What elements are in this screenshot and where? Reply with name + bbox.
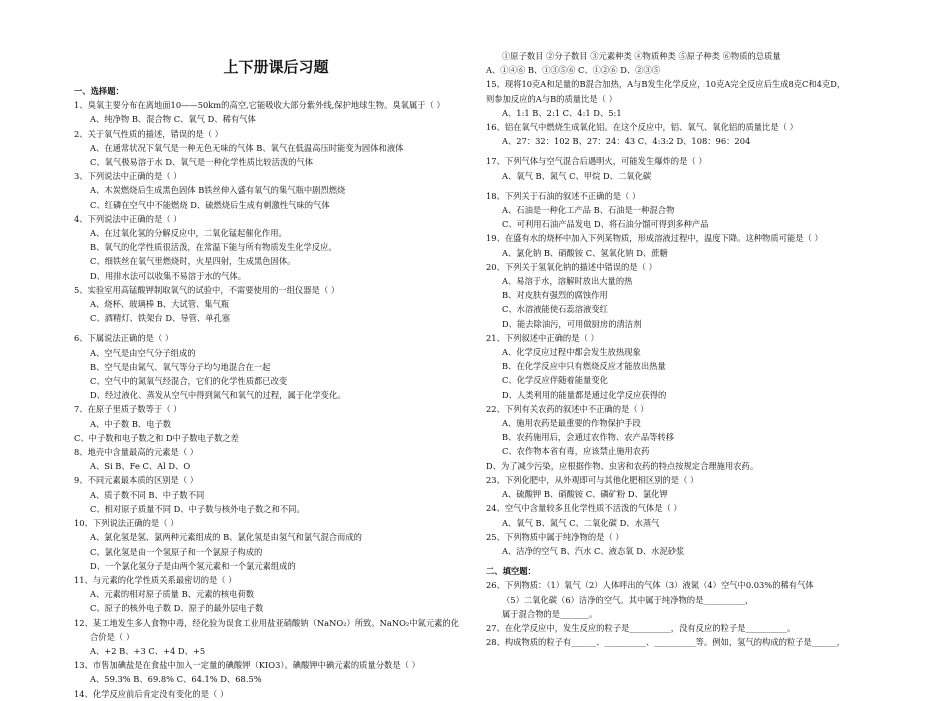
text-line: 5、实验室用高锰酸钾制取氧气的试验中，不需要使用的一组仪器是（ ）	[74, 284, 340, 295]
text-line: D、一个氯化氢分子是由两个氢元素和一个氯元素组成的	[90, 560, 296, 571]
text-line: A、+2 B、+3 C、+4 D、+5	[90, 645, 206, 656]
text-line: A、元素的相对原子质量 B、元素的核电荷数	[90, 589, 255, 600]
text-line: D、为了减少污染，应根据作物、虫害和农药的特点按规定合理施用农药。	[486, 460, 759, 471]
text-line: A、施用农药是最重要的作物保护手段	[502, 418, 641, 429]
text-line: A、①④⑥ B、①③⑤⑥ C、①②⑥ D、②③⑤	[486, 65, 661, 76]
text-line: B、对皮肤有强烈的腐蚀作用	[502, 290, 608, 301]
text-line: 10、下列说法正确的是（ ）	[74, 518, 179, 529]
text-line: D、能去除油污，可用做厨房的清洁剂	[502, 318, 642, 329]
text-line: A、硫酸钾 B、硝酸铵 C、磷矿粉 D、氯化钾	[502, 489, 668, 500]
text-line: 12、某工地发生多人食物中毒，经化验为误食工业用盐亚硝酸钠（NaNO₂）所致。NaNO₂中氮元素的化	[74, 617, 460, 628]
text-line: 1、臭氧主要分布在离地面10——50km的高空,它能吸收大部分紫外线,保护地球生物。臭氧属于（ ）	[74, 100, 445, 111]
text-line: A、Si B、Fe C、Al D、O	[90, 461, 191, 472]
text-line: 11、与元素的化学性质关系最密切的是（ ）	[74, 574, 237, 585]
text-line: A、中子数 B、电子数	[90, 418, 172, 429]
text-line: C、水溶液能使石蕊溶液变红	[502, 304, 608, 315]
text-line: A、质子数不同 B、中子数不同	[90, 489, 205, 500]
text-line: ①原子数目 ②分子数目 ③元素种类 ④物质种类 ⑤原子种类 ⑥物质的总质量	[502, 51, 781, 61]
text-line: D、人类利用的能量都是通过化学反应获得的	[502, 389, 667, 400]
text-line: A、氧气 B、氮气 C、甲烷 D、二氧化碳	[502, 170, 652, 181]
text-line: A、27：32：102 B、27：24：43 C、4:3:2 D、108：96：204	[502, 136, 751, 147]
text-line: 3、下列说法中正确的是（ ）	[74, 171, 182, 182]
text-line: A、烧杯、玻璃棒 B、大试管、集气瓶	[90, 299, 230, 310]
text-line: A、空气是由空气分子组成的	[90, 347, 196, 358]
text-line: A、木炭燃烧后生成黑色固体 B铁丝伸入盛有氧气的集气瓶中剧烈燃烧	[90, 185, 346, 196]
text-line: C、酒精灯、铁架台 D、导管、单孔塞	[90, 313, 231, 324]
text-line: C、化学反应伴随着能量变化	[502, 375, 608, 386]
text-line: C、可利用石油产品发电 D、将石油分馏可得到多种产品	[502, 219, 709, 230]
text-line: A、氧气 B、氮气 C、二氧化碳 D、水蒸气	[502, 517, 660, 528]
text-line: C、空气中的氮氧气经混合，它们的化学性质都已改变	[90, 376, 288, 387]
text-line: 13、市售加碘盐是在食盐中加入一定量的碘酸钾（KIO3）。碘酸钾中碘元素的质量分数是（ ）	[74, 660, 420, 671]
text-line: C、相对原子质量不同 D、中子数与核外电子数之和不同。	[90, 503, 305, 514]
page-title: 上下册课后习题	[223, 58, 329, 76]
text-line: A、易溶于水，溶解时放出大量的热	[502, 276, 633, 287]
text-line: 28、构成物质的粒子有______、__________、__________等。例如，氢气的构成的粒子是______，	[486, 637, 846, 648]
text-line: A、石油是一种化工产品 B、石油是一种混合物	[502, 205, 675, 216]
text-line: 则参加反应的A与B的质量比是（ ）	[486, 93, 617, 104]
text-line: 18、下列关于石油的叙述不正确的是（ ）	[486, 190, 641, 201]
text-line: 7、在原子里质子数等于（ ）	[74, 404, 182, 415]
text-line: A、1:1 B、2:1 C、4:1 D、5:1	[502, 107, 622, 118]
text-line: B、农药施用后，会通过农作物、农产品等转移	[502, 432, 675, 443]
text-line: D、用排水法可以收集不易溶于水的气体。	[90, 270, 246, 281]
text-line: 17、下列气体与空气混合后遇明火，可能发生爆炸的是（ ）	[486, 156, 707, 167]
text-line: A、纯净物 B、混合物 C、氧气 D、稀有气体	[90, 114, 256, 125]
text-line: 20、下列关于氢氧化钠的描述中错误的是（ ）	[486, 261, 657, 272]
text-line: C、原子的核外电子数 D、原子的最外层电子数	[90, 603, 264, 614]
text-line: 14、化学反应前后肯定没有变化的是（ ）	[74, 688, 229, 699]
text-line: A、在过氧化氢的分解反应中，二氧化锰起催化作用。	[90, 228, 287, 239]
text-line: C、细铁丝在氧气里燃烧时，火星四射，生成黑色固体。	[90, 256, 296, 267]
text-line: 19、在盛有水的烧杯中加入下列某物质，形成溶液过程中，温度下降。这种物质可能是（ ）	[486, 233, 823, 244]
text-line: 26、下列物质：（1）氧气（2）人体呼出的气体（3）液氮（4）空气中0.03%的稀有气体	[486, 580, 814, 591]
text-line: 21、下列叙述中正确的是（ ）	[486, 332, 599, 343]
text-line: B、氧气的化学性质很活泼，在常温下能与所有物质发生化学反应。	[90, 242, 337, 253]
text-line: 9、不同元素最本质的区别是（ ）	[74, 475, 199, 486]
text-line: 属于混合物的是_______。	[502, 608, 598, 619]
text-line: A、在通常状况下氧气是一种无色无味的气体 B、氧气在低温高压时能变为固体和液体	[90, 142, 404, 153]
text-line: 27、在化学反应中，发生反应的粒子是__________，没有反应的粒子是__________。	[486, 622, 796, 633]
text-line: B、空气是由氮气、氧气等分子均匀地混合在一起	[90, 361, 271, 372]
text-line: C、农作物本省有毒，应该禁止施用农药	[502, 446, 650, 457]
text-line: 22、下列有关农药的叙述中不正确的是（ ）	[486, 403, 649, 414]
text-line: A、氯化氢是氢、氯两种元素组成的 B、氯化氢是由氢气和氯气混合而成的	[90, 532, 362, 543]
text-line: 8、地壳中含量最高的元素是（ ）	[74, 447, 199, 458]
text-line: C、红磷在空气中不能燃烧 D、硫燃烧后生成有刺激性气味的气体	[90, 199, 330, 210]
text-line: D、经过液化、蒸发从空气中得到氮气和氧气的过程，属于化学变化。	[90, 390, 346, 401]
text-line: A、化学反应过程中都会发生放热现象	[502, 347, 641, 358]
left-column	[74, 84, 478, 701]
right-column	[486, 49, 880, 649]
text-line: C、氧气极易溶于水 D、氧气是一种化学性质比较活泼的气体	[90, 157, 314, 168]
text-line: 15、现将10克A和足量的B混合加热，A与B发生化学反应，10克A完全反应后生成8克C和4克D，	[486, 79, 846, 90]
text-line: 2、关于氧气性质的描述，错误的是（ ）	[74, 128, 223, 139]
text-line: C、中子数和电子数之和 D中子数电子数之差	[74, 432, 239, 443]
text-line: （5）二氧化碳（6）洁净的空气。其中属于纯净物的是__________，	[502, 594, 754, 605]
text-line: 6、下属说法正确的是（ ）	[74, 333, 174, 344]
text-line: 合价是（ ）	[90, 631, 135, 642]
text-line: C、氯化氢是由一个氢原子和一个氯原子构成的	[90, 546, 263, 557]
text-line: 23、下列化肥中，从外观即可与其他化肥相区别的是（ ）	[486, 474, 699, 485]
text-line: 4、下列说法中正确的是（ ）	[74, 213, 182, 224]
text-line: 16、铝在氧气中燃烧生成氧化铝。在这个反应中，铝、氧气、氧化铝的质量比是（ ）	[486, 122, 798, 133]
text-line: A、氯化钠 B、硝酸铵 C、氢氧化钠 D、蔗糖	[502, 247, 668, 258]
section-heading: 一、选择题：	[74, 86, 124, 96]
text-line: 25、下列物质中属于纯净物的是（ ）	[486, 531, 624, 542]
text-line: A、洁净的空气 B、汽水 C、液态氧 D、水泥砂浆	[502, 545, 685, 556]
text-line: B、在化学反应中只有燃烧反应才能放出热量	[502, 361, 666, 372]
text-line: 24、空气中含量较多且化学性质不活泼的气体是（ ）	[486, 503, 682, 514]
section-heading: 二、填空题：	[486, 566, 536, 577]
text-line: A、59.3% B、69.8% C、64.1% D、68.5%	[90, 674, 262, 685]
